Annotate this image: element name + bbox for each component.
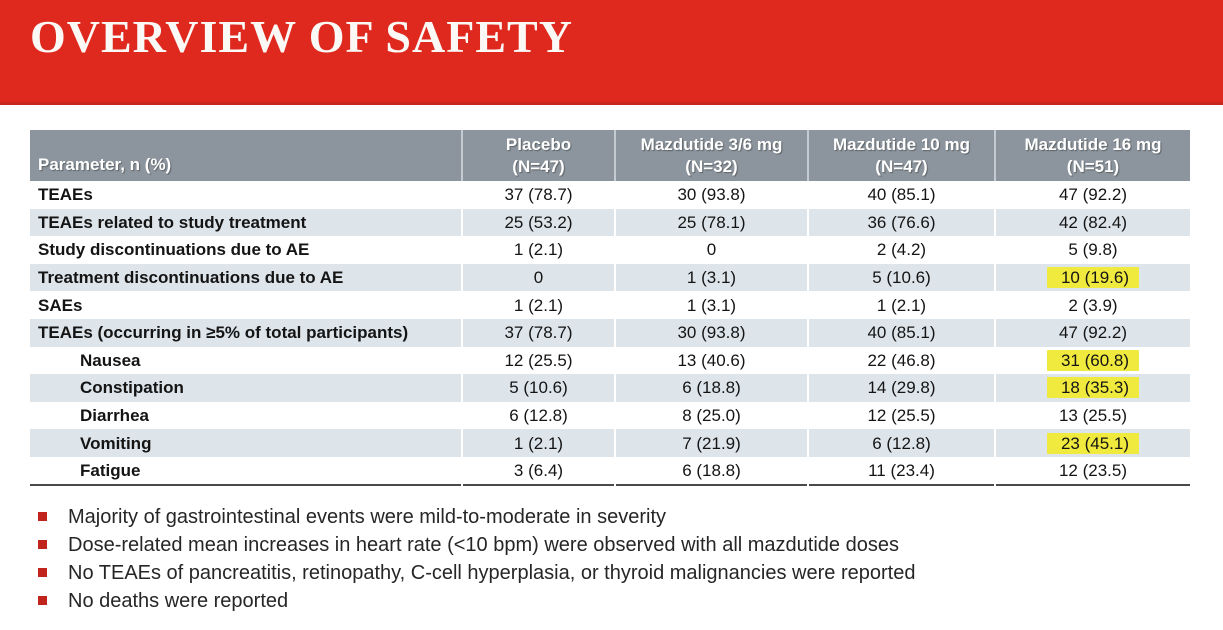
column-header-mazdutide-3-6mg — [615, 130, 808, 181]
column-label: Mazdutide 10 mg — [833, 135, 970, 155]
value-cell: 37 (78.7) — [462, 181, 615, 209]
value-cell — [995, 264, 1190, 292]
table-header-row — [30, 130, 1190, 181]
bullet-text: No deaths were reported — [68, 590, 289, 612]
value-cell: 5 (9.8) — [995, 236, 1190, 264]
safety-table — [30, 130, 1190, 486]
value-cell: 12 (25.5) — [462, 347, 615, 375]
table-row-nausea — [30, 347, 1190, 375]
column-header-mazdutide-10mg — [808, 130, 995, 181]
bullet-item — [38, 531, 1188, 559]
value-cell: 30 (93.8) — [615, 319, 808, 347]
column-label: Mazdutide 3/6 mg — [640, 135, 783, 155]
table-row-constipation — [30, 374, 1190, 402]
value-cell: 30 (93.8) — [615, 181, 808, 209]
value-cell — [995, 374, 1190, 402]
value-cell: 5 (10.6) — [462, 374, 615, 402]
column-n: (N=47) — [512, 156, 565, 176]
value-cell: 6 (12.8) — [808, 429, 995, 457]
value-cell: 11 (23.4) — [808, 457, 995, 485]
column-header-placebo — [462, 130, 615, 181]
bullet-item — [38, 587, 1188, 615]
column-header-parameter: Parameter, n (%) — [30, 130, 462, 181]
bullet-list — [38, 503, 1188, 615]
parameter-cell: TEAEs (occurring in ≥5% of total participants) — [38, 323, 409, 343]
value-cell: 40 (85.1) — [808, 319, 995, 347]
value-cell: 47 (92.2) — [995, 181, 1190, 209]
title-banner — [0, 0, 1223, 105]
parameter-cell: Study discontinuations due to AE — [38, 240, 310, 260]
parameter-cell: TEAEs related to study treatment — [38, 212, 307, 232]
value-cell: 25 (78.1) — [615, 209, 808, 237]
bullet-text: No TEAEs of pancreatitis, retinopathy, C-cell hyperplasia, or thyroid malignancies were reported — [68, 562, 916, 584]
value-cell: 2 (3.9) — [995, 291, 1190, 319]
value-cell: 37 (78.7) — [462, 319, 615, 347]
value-cell: 14 (29.8) — [808, 374, 995, 402]
slide-title: OVERVIEW OF SAFETY — [30, 11, 573, 62]
table-row-vomiting — [30, 429, 1190, 457]
bullet-square-icon — [38, 540, 47, 549]
table-row-study-discontinuations — [30, 236, 1190, 264]
parameter-cell: Treatment discontinuations due to AE — [38, 268, 344, 288]
bullet-text: Majority of gastrointestinal events were mild-to-moderate in severity — [68, 506, 667, 528]
value-cell: 1 (3.1) — [615, 264, 808, 292]
value-cell: 13 (25.5) — [995, 402, 1190, 430]
table-row-teaes-related — [30, 209, 1190, 237]
value-cell — [995, 429, 1190, 457]
column-label: Mazdutide 16 mg — [1024, 135, 1162, 155]
value-cell: 5 (10.6) — [808, 264, 995, 292]
value-cell: 36 (76.6) — [808, 209, 995, 237]
parameter-cell: TEAEs — [38, 185, 93, 205]
value-cell: 40 (85.1) — [808, 181, 995, 209]
bullet-item — [38, 559, 1188, 587]
value-cell: 1 (2.1) — [462, 236, 615, 264]
value-cell: 3 (6.4) — [462, 457, 615, 485]
parameter-cell: Vomiting — [80, 433, 152, 453]
value-cell: 42 (82.4) — [995, 209, 1190, 237]
value-cell: 6 (18.8) — [615, 374, 808, 402]
value-cell: 47 (92.2) — [995, 319, 1190, 347]
value-cell: 1 (2.1) — [462, 291, 615, 319]
highlighted-value: 23 (45.1) — [1047, 433, 1139, 454]
parameter-cell: Fatigue — [80, 460, 141, 480]
value-cell: 6 (12.8) — [462, 402, 615, 430]
table-row-fatigue — [30, 457, 1190, 485]
value-cell: 8 (25.0) — [615, 402, 808, 430]
parameter-cell: Nausea — [80, 350, 141, 370]
value-cell: 1 (2.1) — [808, 291, 995, 319]
parameter-cell: Constipation — [80, 378, 184, 398]
bullet-square-icon — [38, 596, 47, 605]
parameter-cell: SAEs — [38, 295, 83, 315]
value-cell: 12 (23.5) — [995, 457, 1190, 485]
value-cell: 25 (53.2) — [462, 209, 615, 237]
table-row-diarrhea — [30, 402, 1190, 430]
value-cell: 6 (18.8) — [615, 457, 808, 485]
table-row-teaes — [30, 181, 1190, 209]
table-row-teaes-5pct — [30, 319, 1190, 347]
bullet-text: Dose-related mean increases in heart rate (<10 bpm) were observed with all mazdutide doses — [68, 534, 899, 556]
highlighted-value: 31 (60.8) — [1047, 350, 1139, 371]
value-cell: 1 (2.1) — [462, 429, 615, 457]
column-n: (N=32) — [685, 156, 738, 176]
column-header-mazdutide-16mg — [995, 130, 1190, 181]
highlighted-value: 18 (35.3) — [1047, 377, 1139, 398]
table-row-saes — [30, 291, 1190, 319]
bullet-square-icon — [38, 512, 47, 521]
highlighted-value: 10 (19.6) — [1047, 267, 1139, 288]
parameter-cell: Diarrhea — [80, 406, 149, 426]
value-cell: 13 (40.6) — [615, 347, 808, 375]
value-cell: 0 — [615, 236, 808, 264]
table-row-treatment-discontinuations — [30, 264, 1190, 292]
value-cell — [995, 347, 1190, 375]
column-label: Placebo — [505, 135, 572, 155]
value-cell: 12 (25.5) — [808, 402, 995, 430]
value-cell: 2 (4.2) — [808, 236, 995, 264]
value-cell: 0 — [462, 264, 615, 292]
value-cell: 7 (21.9) — [615, 429, 808, 457]
column-n: (N=51) — [1066, 156, 1120, 176]
value-cell: 22 (46.8) — [808, 347, 995, 375]
bullet-square-icon — [38, 568, 47, 577]
value-cell: 1 (3.1) — [615, 291, 808, 319]
column-n: (N=47) — [875, 156, 928, 176]
bullet-item — [38, 503, 1188, 531]
